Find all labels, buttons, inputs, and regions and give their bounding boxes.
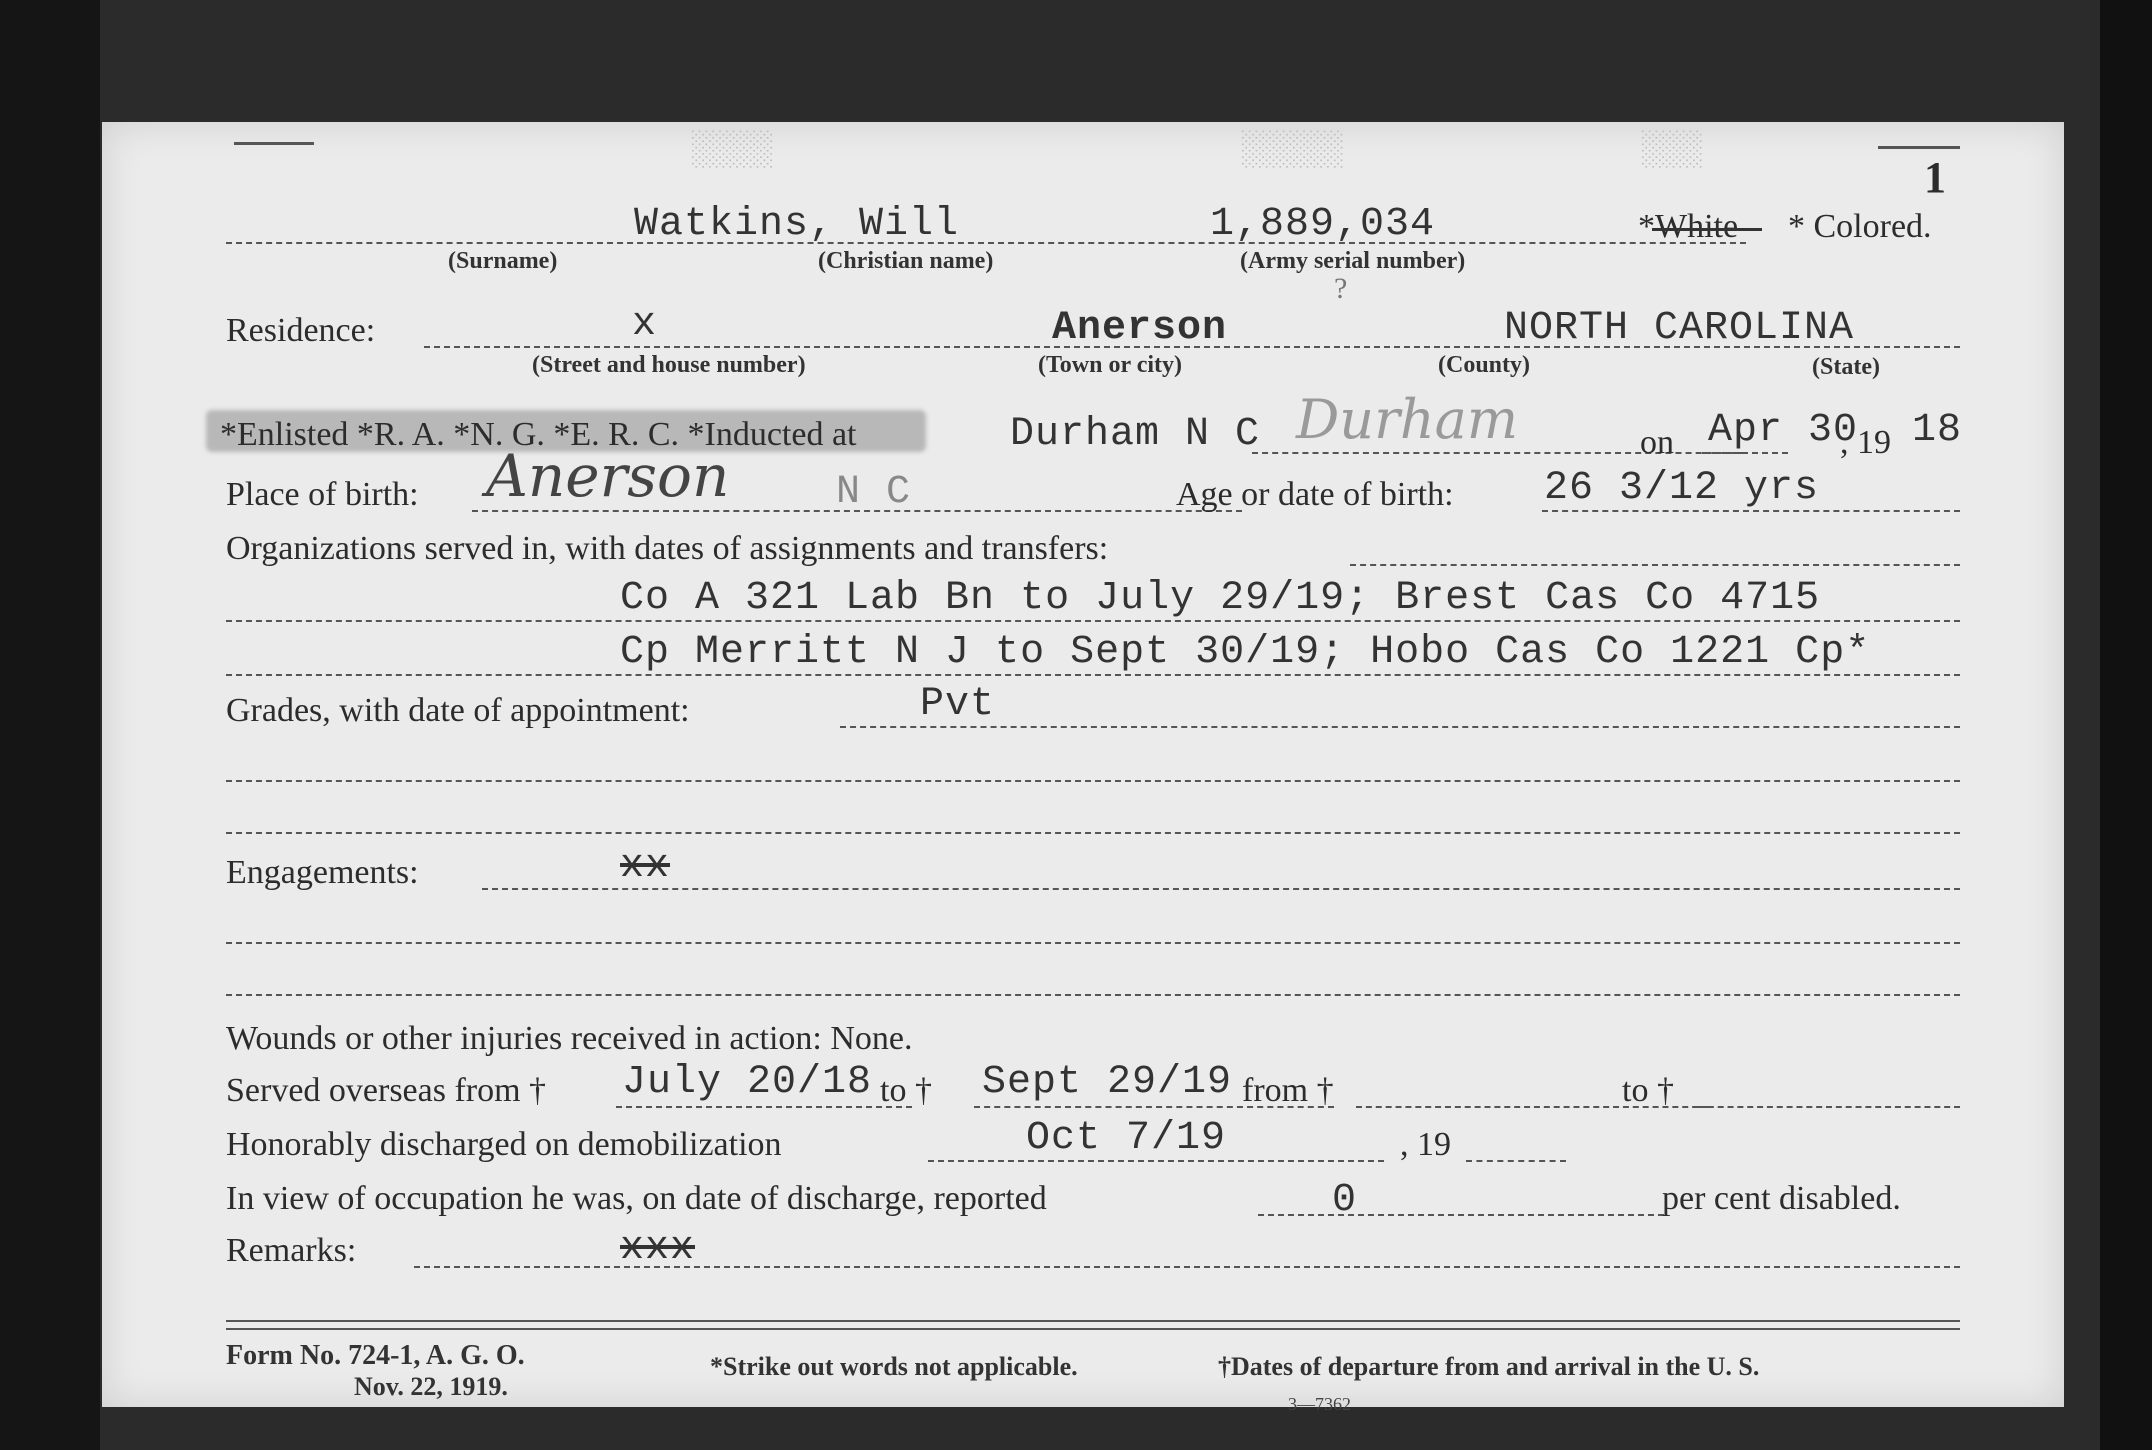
residence-state-value: NORTH CAROLINA: [1504, 306, 1855, 351]
organizations-entry-2: Cp Merritt N J to Sept 30/19; Hobo Cas Co 1221 Cp*: [620, 630, 1871, 675]
disability-line: [1258, 1214, 1664, 1216]
race-colored: * Colored.: [1788, 208, 1932, 245]
bleed-through-text: ░░░░░: [1242, 132, 1345, 170]
service-record-card: [102, 122, 2064, 1414]
race-white-strike: [1652, 228, 1762, 231]
remarks-label: Remarks:: [226, 1232, 357, 1269]
discharge-year-line: [1466, 1160, 1566, 1162]
disability-suffix: per cent disabled.: [1662, 1180, 1901, 1217]
name-line: [226, 242, 1746, 244]
footer-rule-top: [226, 1320, 1960, 1322]
organizations-label: Organizations served in, with dates of assignments and transfers:: [226, 530, 1109, 567]
induction-year-prefix: , 19: [1840, 424, 1891, 461]
grades-line: [840, 726, 1960, 728]
residence-street-value: x: [632, 302, 658, 347]
caption-serial-number: (Army serial number): [1240, 248, 1466, 274]
query-mark: ?: [1334, 272, 1348, 305]
overseas-to-label: to †: [880, 1072, 932, 1109]
residence-town-value: Anerson: [1052, 306, 1228, 351]
note-dates: †Dates of departure from and arrival in the U. S.: [1218, 1352, 1760, 1381]
birth-place-handwritten: Anerson: [486, 442, 730, 510]
overseas-from-line: [616, 1106, 912, 1108]
print-code: 3—7362: [1288, 1394, 1351, 1414]
induction-place-handwritten: Durham: [1296, 388, 1519, 451]
engagements-line-2: [226, 942, 1960, 944]
disability-label: In view of occupation he was, on date of discharge, reported: [226, 1180, 1047, 1217]
overseas-from-value: July 20/18: [622, 1060, 873, 1105]
footer-rule-bottom: [226, 1328, 1960, 1330]
induction-place-value: Durham N C: [1010, 412, 1261, 457]
birth-place-label: Place of birth:: [226, 476, 419, 513]
age-value: 26 3/12 yrs: [1544, 466, 1820, 511]
overseas-to-value: Sept 29/19: [982, 1060, 1233, 1105]
surname-value: Watkins, Will: [634, 202, 960, 247]
induction-on-label: on: [1640, 424, 1674, 461]
disability-value: 0: [1332, 1178, 1358, 1223]
bleed-through-text: ░░░: [1642, 132, 1704, 170]
top-left-rule: [234, 142, 314, 145]
grades-label: Grades, with date of appointment:: [226, 692, 690, 729]
scanner-left-edge: [0, 0, 100, 1450]
age-label: Age or date of birth:: [1176, 476, 1454, 513]
caption-state: (State): [1812, 354, 1880, 380]
induction-year-value: 18: [1912, 408, 1963, 453]
discharge-value: Oct 7/19: [1026, 1116, 1227, 1161]
caption-surname: (Surname): [448, 248, 558, 274]
bleed-through-text: ░░░░: [692, 132, 774, 170]
grades-line-3: [226, 832, 1960, 834]
top-right-rule: [1878, 146, 1960, 149]
wounds-text: Wounds or other injuries received in action: None.: [226, 1020, 913, 1057]
overseas-to2-label: to †: [1622, 1072, 1674, 1109]
scanner-right-edge: [2100, 0, 2152, 1450]
caption-county: (County): [1438, 352, 1531, 378]
engagements-label: Engagements:: [226, 854, 419, 891]
overseas-from-label: Served overseas from †: [226, 1072, 547, 1109]
engagements-line: [482, 888, 1960, 890]
form-number: Form No. 724-1, A. G. O.: [226, 1340, 525, 1371]
residence-label: Residence:: [226, 312, 376, 349]
discharge-year-suffix: , 19: [1400, 1126, 1451, 1163]
caption-christian-name: (Christian name): [818, 248, 994, 274]
engagements-value: xx: [620, 844, 671, 889]
overseas-to2-line: [1698, 1106, 1960, 1108]
overseas-from2-label: from †: [1242, 1072, 1334, 1109]
race-white: *White: [1638, 208, 1739, 245]
enlistment-options: *Enlisted *R. A. *N. G. *E. R. C. *Inducted at: [220, 416, 857, 453]
birth-place-typed: N C: [836, 470, 912, 515]
caption-street: (Street and house number): [532, 352, 806, 378]
note-strike-out: *Strike out words not applicable.: [710, 1352, 1078, 1381]
discharge-label: Honorably discharged on demobilization: [226, 1126, 782, 1163]
grades-line-2: [226, 780, 1960, 782]
organizations-line-0: [1350, 564, 1960, 566]
page-number: 1: [1924, 153, 1946, 202]
induction-date-value: Apr 30: [1708, 408, 1859, 453]
serial-number-value: 1,889,034: [1210, 202, 1436, 247]
caption-town: (Town or city): [1038, 352, 1182, 378]
remarks-value: xxx: [620, 1226, 696, 1271]
engagements-line-3: [226, 994, 1960, 996]
form-date: Nov. 22, 1919.: [354, 1372, 508, 1401]
organizations-entry-1: Co A 321 Lab Bn to July 29/19; Brest Cas Co 4715: [620, 576, 1821, 621]
grades-value: Pvt: [920, 682, 996, 727]
